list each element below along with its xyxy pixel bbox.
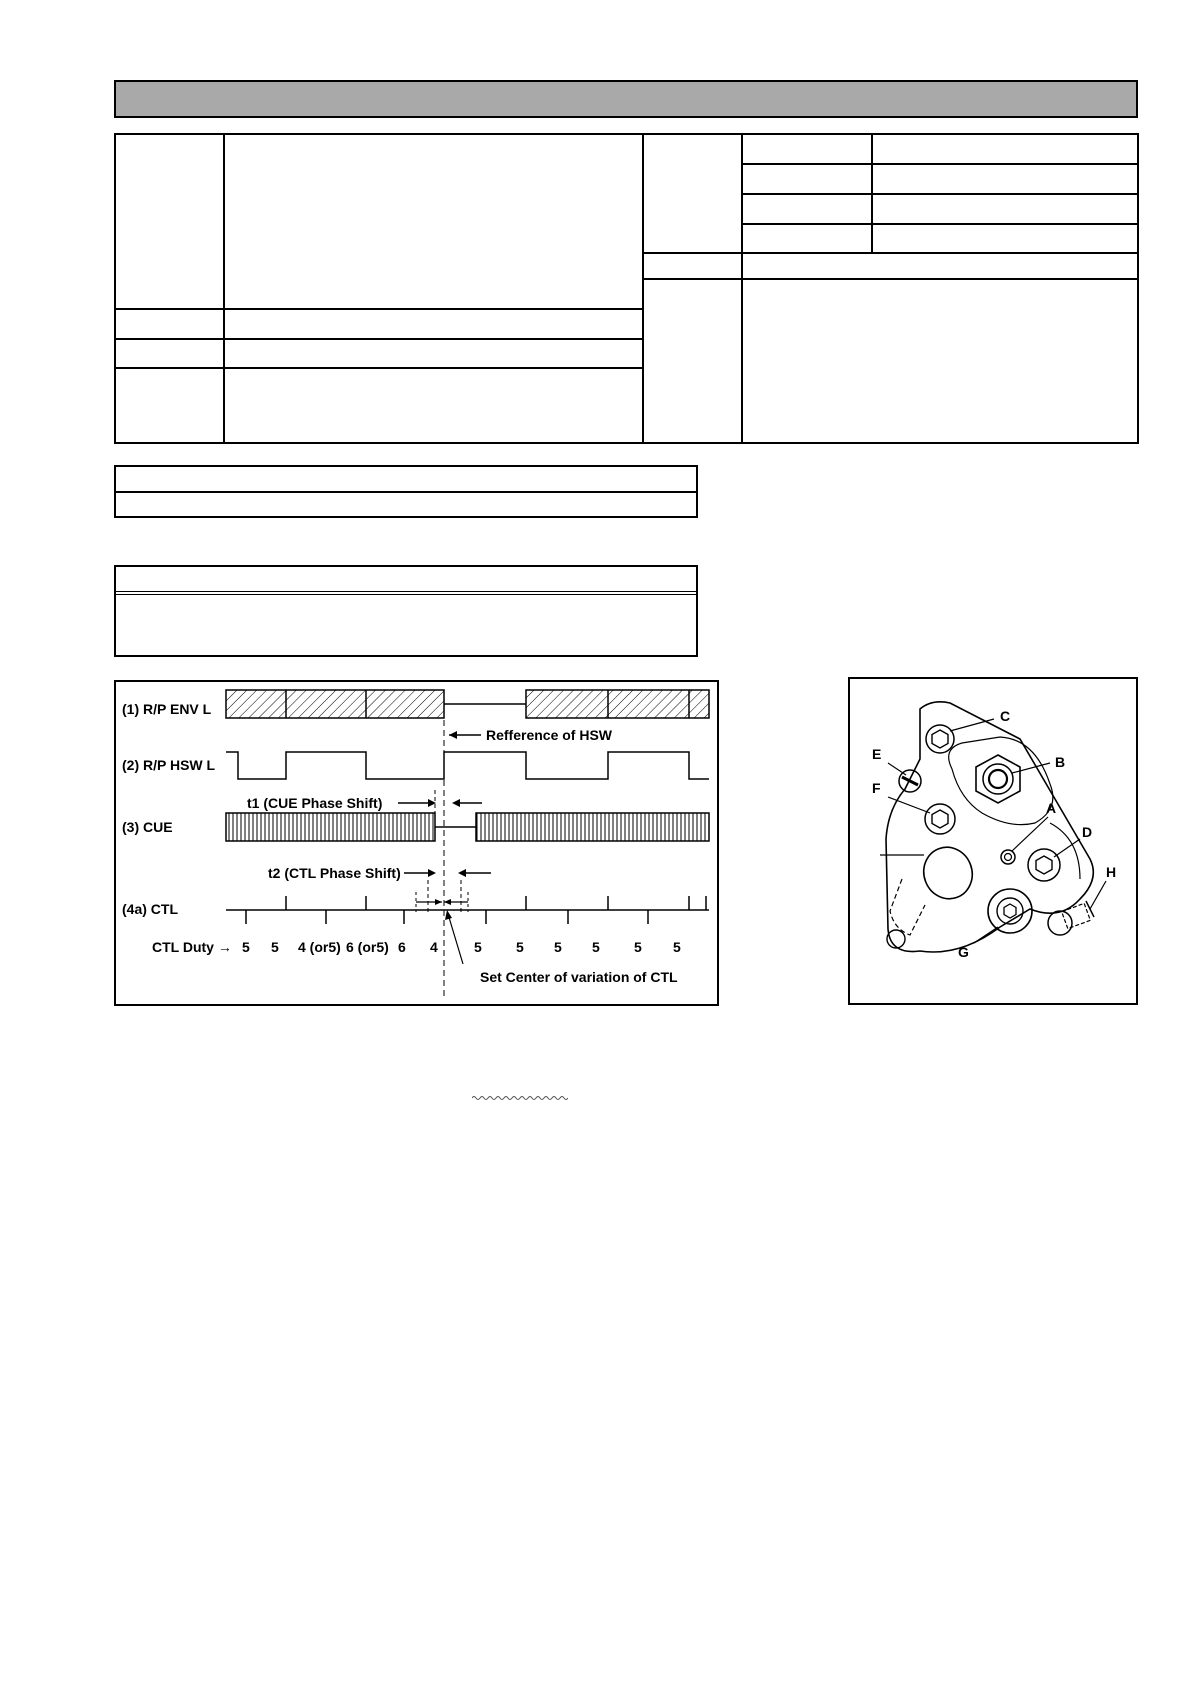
ctl-duty-values bbox=[242, 939, 681, 955]
cue-signal-label: (3) CUE bbox=[122, 819, 173, 835]
cue-waveform bbox=[226, 813, 709, 841]
mechanism-diagram-panel bbox=[848, 677, 1138, 1005]
hsw-waveform bbox=[226, 752, 709, 779]
small-table-1 bbox=[114, 465, 698, 518]
ctl-duty-value: 6 bbox=[398, 939, 406, 955]
ctl-duty-label: CTL Duty → bbox=[152, 939, 232, 955]
ctl-duty-value: 4 (or5) bbox=[298, 939, 341, 955]
hsw-reference-arrow bbox=[449, 731, 481, 739]
label-e: E bbox=[872, 746, 882, 762]
ctl-duty-value: 5 bbox=[242, 939, 250, 955]
screw-d bbox=[1028, 849, 1060, 881]
t1-arrows bbox=[398, 799, 482, 807]
env-signal-label: (1) R/P ENV L bbox=[122, 701, 212, 717]
ctl-duty-value: 5 bbox=[673, 939, 681, 955]
ctl-duty-value: 4 bbox=[430, 939, 438, 955]
pin-a bbox=[1001, 850, 1015, 864]
hsw-reference-label: Refference of HSW bbox=[486, 727, 613, 743]
timing-chart-panel bbox=[114, 680, 719, 1006]
screw-f bbox=[925, 804, 955, 834]
label-a: A bbox=[1046, 800, 1057, 816]
t1-label: t1 (CUE Phase Shift) bbox=[247, 795, 383, 811]
inner-plate bbox=[949, 737, 1053, 825]
screw-c bbox=[926, 725, 954, 753]
ctl-duty-value: 5 bbox=[516, 939, 524, 955]
ctl-duty-value: 5 bbox=[554, 939, 562, 955]
t2-label: t2 (CTL Phase Shift) bbox=[268, 865, 401, 881]
ctl-center-pointer bbox=[445, 910, 463, 964]
ctl-duty-value: 5 bbox=[592, 939, 600, 955]
ctl-duty-value: 6 (or5) bbox=[346, 939, 389, 955]
label-h: H bbox=[1106, 864, 1117, 880]
label-c: C bbox=[1000, 708, 1011, 724]
ctl-duty-value: 5 bbox=[271, 939, 279, 955]
label-d: D bbox=[1082, 824, 1093, 840]
t2-arrows bbox=[404, 869, 491, 877]
mechanism-diagram bbox=[850, 679, 1136, 1003]
label-g: G bbox=[958, 944, 969, 960]
label-f: F bbox=[872, 780, 881, 796]
section-header-bar bbox=[114, 80, 1138, 118]
ctl-signal-label: (4a) CTL bbox=[122, 901, 178, 917]
bearing-disc bbox=[880, 840, 979, 935]
timing-chart bbox=[116, 682, 717, 1004]
ctl-duty-value: 5 bbox=[474, 939, 482, 955]
env-waveform bbox=[226, 690, 709, 718]
spec-table bbox=[114, 133, 1139, 444]
wavy-mark bbox=[472, 1094, 568, 1102]
ctl-phase-window bbox=[416, 880, 468, 912]
small-table-2 bbox=[114, 565, 698, 657]
ctl-center-label: Set Center of variation of CTL bbox=[480, 969, 678, 985]
hsw-signal-label: (2) R/P HSW L bbox=[122, 757, 216, 773]
screw-e bbox=[899, 770, 921, 792]
nut-b bbox=[976, 755, 1020, 803]
ctl-duty-value: 5 bbox=[634, 939, 642, 955]
label-b: B bbox=[1055, 754, 1066, 770]
